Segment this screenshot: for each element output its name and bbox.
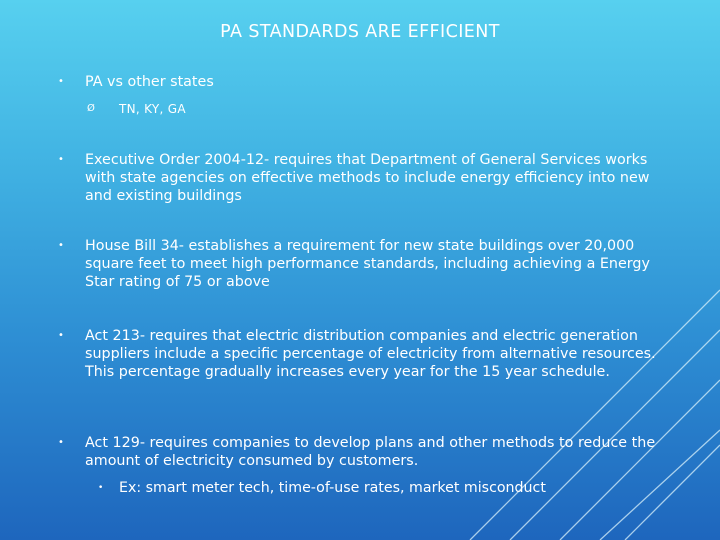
bullet-dot-icon: • (58, 154, 64, 165)
bullet-text: Act 213- requires that electric distribution companies and electric generation suppliers include a specific percentage of electricity from alternative resources. This percentage gradually increases every year for the 15 year schedule. (85, 328, 656, 380)
bullet-dot-icon: • (58, 437, 64, 448)
bullet-dot-icon: • (58, 330, 64, 341)
bullet-text: Act 129- requires companies to develop plans and other methods to reduce the amount of electricity consumed by customers. (85, 435, 656, 469)
bullet-text: House Bill 34- establishes a requirement for new state buildings over 20,000 square feet to meet high performance standards, including achieving a Energy Star rating of 75 or above (85, 238, 650, 290)
sub-bullet-text: TN, KY, GA (119, 102, 186, 116)
bullet-dot-icon: • (98, 483, 104, 493)
bullet-text: PA vs other states (85, 74, 214, 90)
slide-title: PA STANDARDS ARE EFFICIENT (220, 22, 500, 42)
bullet-text: Executive Order 2004-12- requires that Department of General Services works with state agencies on effective methods to include energy efficiency into new and existing buildings (85, 152, 650, 204)
sub-bullet-text: Ex: smart meter tech, time-of-use rates, market misconduct (119, 480, 546, 496)
bullet-dot-icon: • (58, 76, 64, 87)
bullet-dot-icon: • (58, 240, 64, 251)
arrow-bullet-icon: Ø (87, 103, 95, 114)
